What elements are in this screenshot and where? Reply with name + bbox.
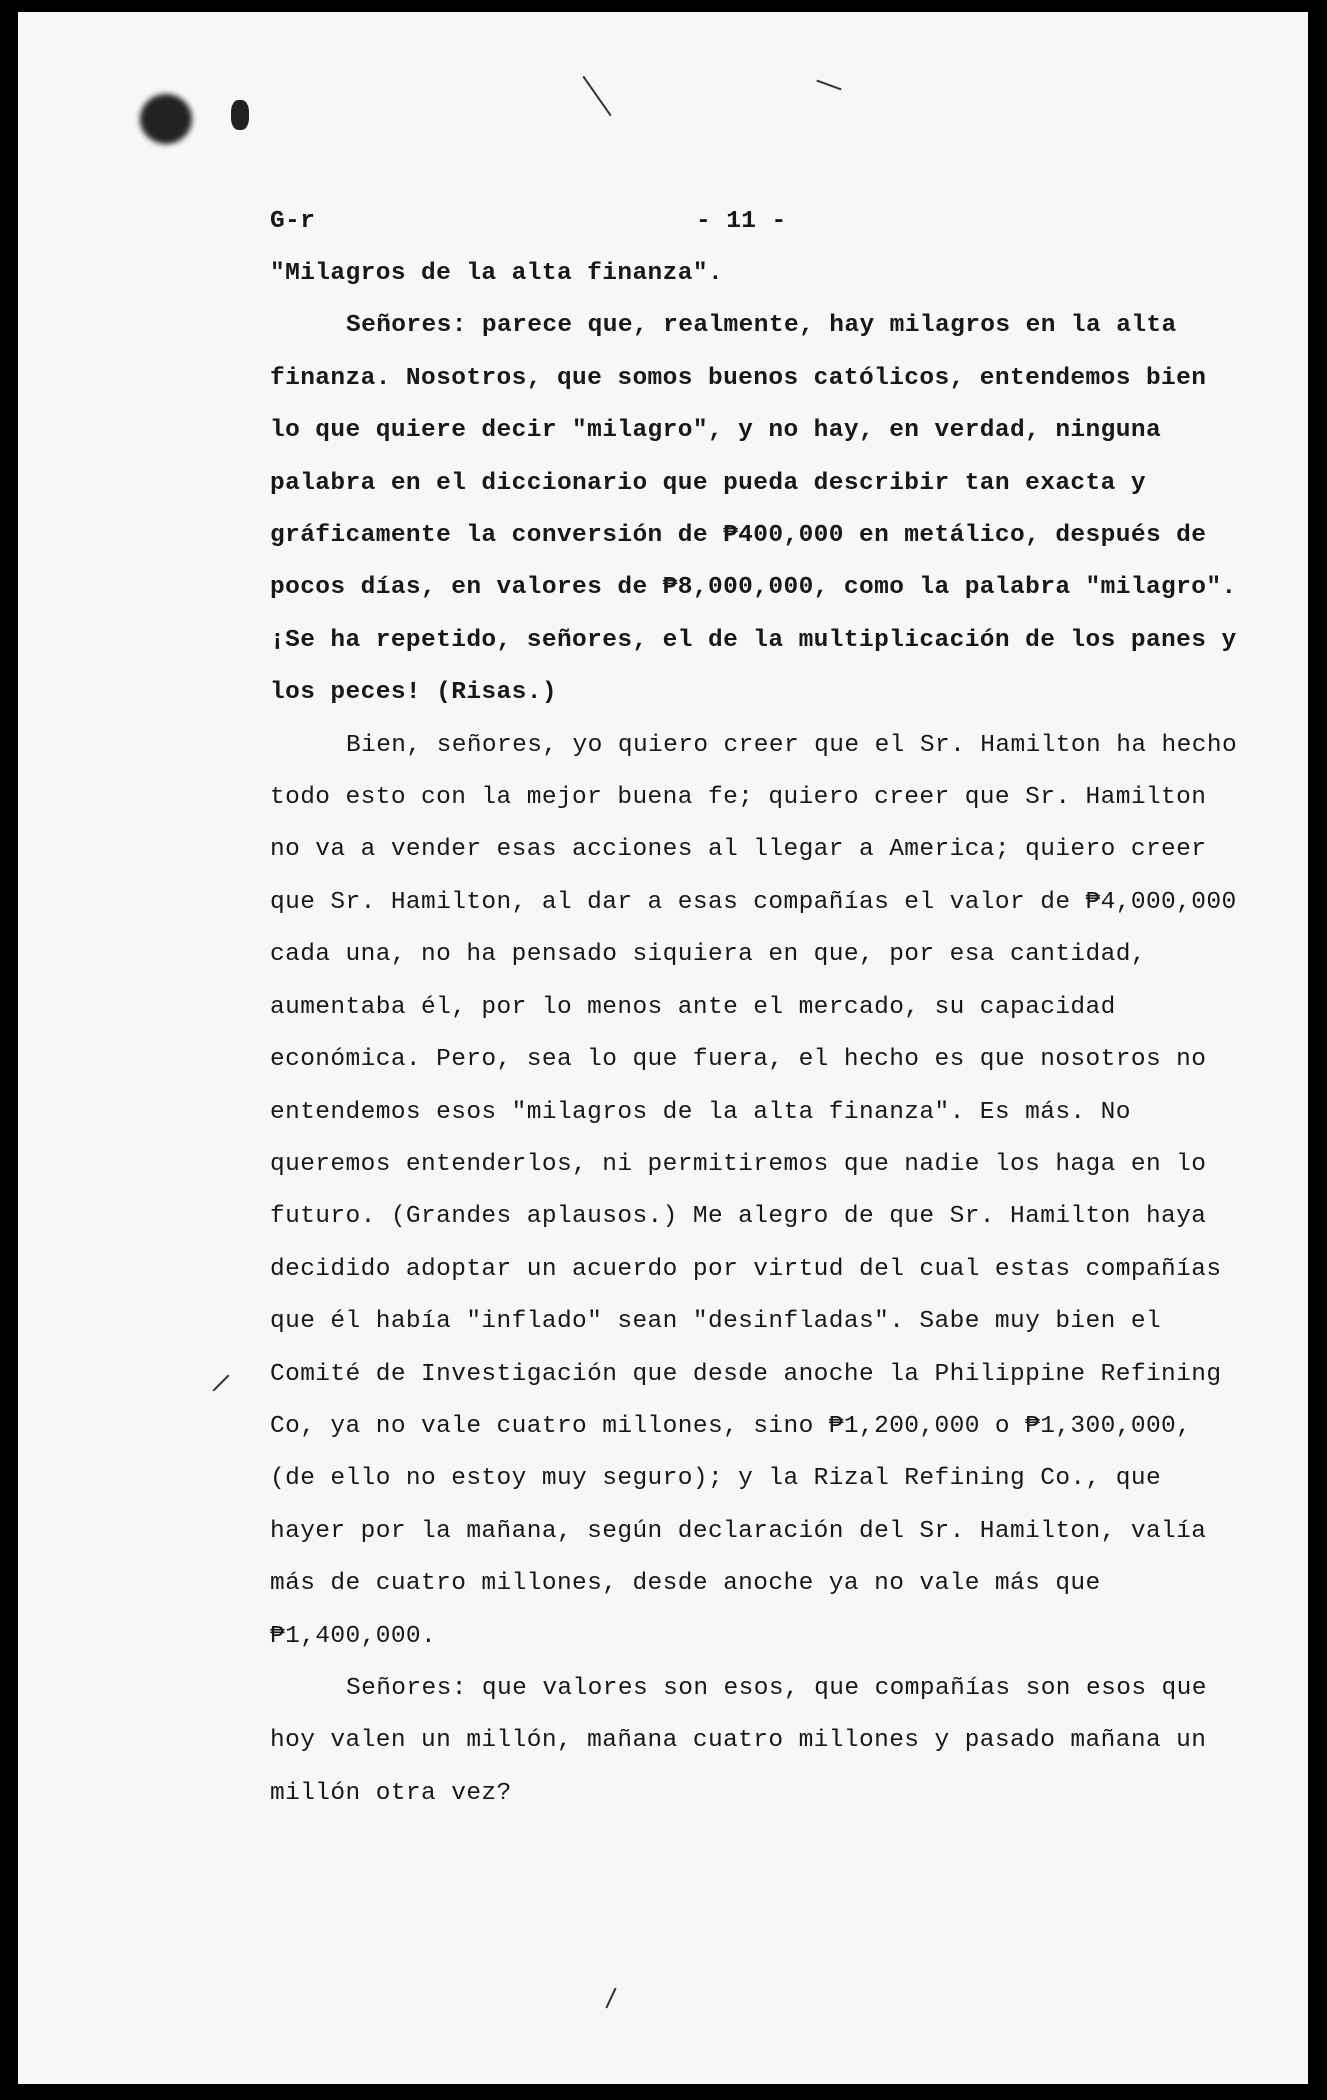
document-page [18,12,1308,2084]
section-title: "Milagros de la alta finanza". [270,260,724,287]
paragraph-3: Señores: que valores son esos, que compañías son esos que hoy valen un millón, mañana cuatro millones y pasado mañana un millón otra vez? [270,1674,1207,1807]
page-number: - 11 - [696,208,787,235]
pen-mark [213,1375,230,1392]
pen-mark [605,1988,616,2009]
page-header [270,196,1250,248]
pen-mark [582,76,611,116]
document-code: G-r [270,208,316,235]
paragraph-1: Señores: parece que, realmente, hay milagros en la alta finanza. Nosotros, que somos buenos católicos, entendemos bien lo que quiere decir "milagro", y no hay, en verdad, ninguna palabra en el diccionario que pueda describir tan exacta y gráficamente la conversión de ₱400,000 en metálico, después de pocos días, en valores de ₱8,000,000, como la palabra "milagro". ¡Se ha repetido, señores, el de la multiplicación de los panes y los peces! (Risas.) [270,312,1237,707]
typed-text-body [270,196,1250,1820]
paragraph-2: Bien, señores, yo quiero creer que el Sr. Hamilton ha hecho todo esto con la mejor buena fe; quiero creer que Sr. Hamilton no va a vender esas acciones al llegar a America; quiero creer que Sr. Hamilton, al dar a esas compañías el valor de ₱4,000,000 cada una, no ha pensado siquiera en que, por esa cantidad, aumentaba él, por lo menos ante el mercado, su capacidad económica. Pero, sea lo que fuera, el hecho es que nosotros no entendemos esos "milagros de la alta finanza". Es más. No queremos entenderlos, ni permitiremos que nadie los haga en lo futuro. (Grandes aplausos.) Me alegro de que Sr. Hamilton haya decidido adoptar un acuerdo por virtud del cual estas compañías que él había "inflado" sean "desinfladas". Sabe muy bien el Comité de Investigación que desde anoche la Philippine Refining Co, ya no vale cuatro millones, sino ₱1,200,000 o ₱1,300,000, (de ello no estoy muy seguro); y la Rizal Refining Co., que hayer por la mañana, según declaración del Sr. Hamilton, valía más de cuatro millones, desde anoche ya no vale más que ₱1,400,000. [270,731,1238,1650]
ink-blot [140,94,192,144]
pen-mark [816,80,841,91]
ink-blot [231,100,249,130]
